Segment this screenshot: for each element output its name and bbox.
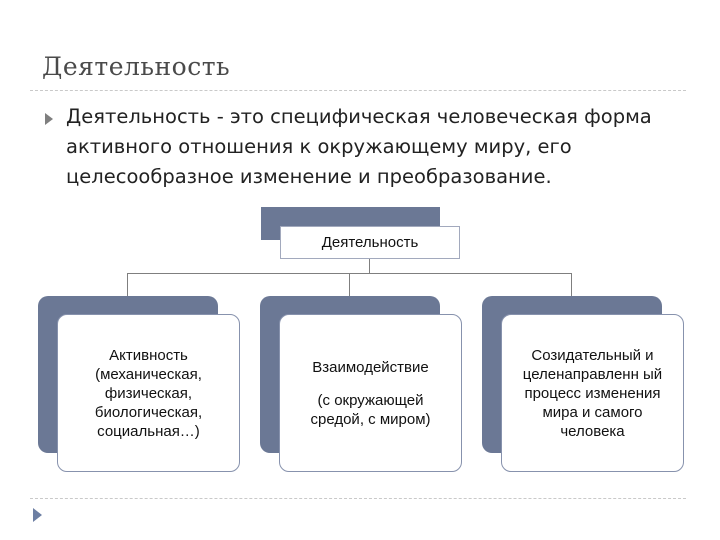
- connector-root-down: [369, 259, 370, 274]
- definition-text: Деятельность - это специфическая человеческая форма активного отношения к окружающему миру, его целесообразное изменение и преобразование.: [66, 105, 652, 188]
- nav-forward-icon[interactable]: [33, 508, 42, 522]
- connector-left-down: [127, 273, 128, 297]
- child-node-label: Созидательный и целенаправленн ый процесс изменения мира и самого человека: [522, 346, 663, 440]
- child-node-interaction: [279, 314, 462, 472]
- child-node-activity: [57, 314, 240, 472]
- child-node-creative-process: [501, 314, 684, 472]
- title-divider: [30, 90, 686, 91]
- root-node-label: Деятельность: [321, 234, 419, 251]
- connector-right-down: [571, 273, 572, 297]
- child-node-label: Взаимодействие: [312, 358, 429, 376]
- child-node-label: Активность (механическая, физическая, биологическая, социальная…): [94, 346, 203, 440]
- connector-mid-down: [349, 273, 350, 297]
- slide-title: Деятельность: [42, 52, 231, 81]
- child-node-sublabel: (с окружающей средой, с миром): [310, 391, 431, 428]
- footer-divider: [30, 498, 686, 499]
- root-node: [280, 226, 460, 259]
- bullet-triangle-icon: [45, 113, 53, 125]
